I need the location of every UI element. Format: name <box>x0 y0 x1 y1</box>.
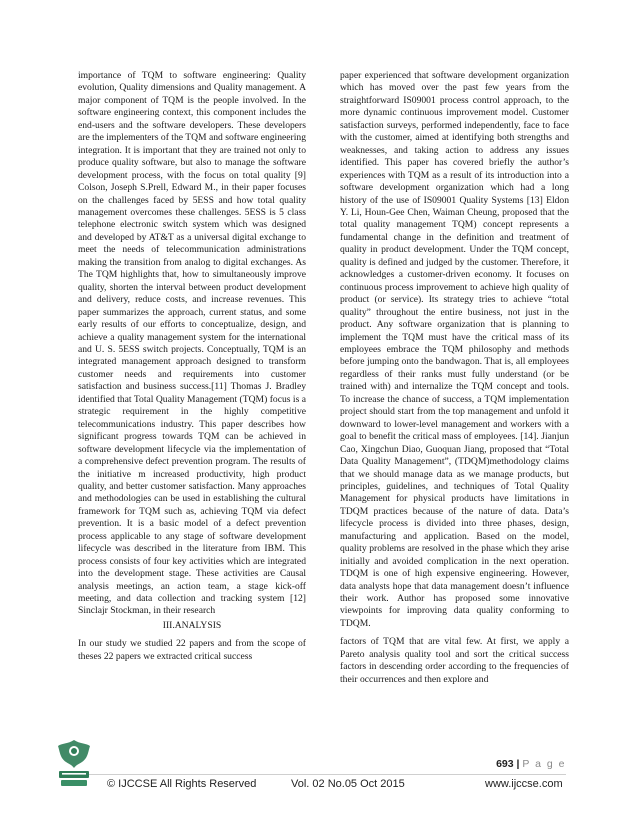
footer-website[interactable]: www.ijccse.com <box>485 778 563 790</box>
footer-divider <box>80 774 566 775</box>
page-number: 693 <box>496 758 514 770</box>
right-paragraph-1: paper experienced that software development organization which has moved over the past few years from the straightforward IS09001 process control approach, to the more dynamic continuous improvement model. Customer satisfaction surveys, performed independently, face to face with the customer, aimed at identifying both strengths and weaknesses, and taking action to address any issues identified. This paper has covered briefly the author’s experiences with TQM as a result of its introduction into a software development organization which had a long history of the use of IS09001 Quality Systems [13] Eldon Y. Li, Houn-Gee Chen, Waiman Cheung, proposed that the total quality management TQM) concept represents a fundamental change in the definition and treatment of quality in product development. Under the TQM concept, quality is defined and judged by the customer. Therefore, it acknowledges a customer-driven economy. It focuses on continuous process improvement to achieve high quality of product (or service). Its strategy tries to achieve “total quality” throughout the entire business, not just in the product. Any software organization that is planning to implement the TQM must have the critical mass of its employees embrace the TQM philosophy and methods before jumping onto the bandwagon. That is, all employees regardless of their ranks must fully understand (or be trained with) and internalize the TQM concept and tools. To increase the chance of success, a TQM implementation project should start from the top management and unfold it downward to lower-level management and workers with a goal to benefit the critical mass of employees. [14]. Jianjun Cao, Xingchun Diao, Guoquan Jiang, proposed that “Total Data Quality Management”, (TDQM)methodology claims that we should manage data as we manage products, but principles, guidelines, and techniques of Total Quality Management for physical products have limitations in TDQM practices because of the nature of data. Data’s lifecycle process is divided into three phases, design, manufacturing and application. Based on the model, quality problems are resolved in the phase which they arise initially and avoided complication in the next operation. TDQM is one of high expensive engineering. However, data analysts hope that data management doesn’t influence their work. Author has proposed some innovative viewpoints for improving data quality conforming to TDQM. <box>340 70 569 629</box>
footer-copyright: © IJCCSE All Rights Reserved <box>107 778 257 790</box>
left-paragraph-2: In our study we studied 22 papers and from the scope of theses 22 papers we extracted critical success <box>78 638 306 662</box>
journal-emblem-icon <box>52 738 96 790</box>
section-heading-analysis: III.ANALYSIS <box>162 619 222 631</box>
left-paragraph-1: importance of TQM to software engineering: Quality evolution, Quality dimensions and Quality management. A major component of TQM is the people involved. In the software engineering context, this component includes the end-users and the software developers. These developers are the implementers of the TQM and software engineering integration. It is important that they are trained not only to produce quality software, but also to manage the software development process, with the focus on total quality [9] Colson, Joseph S.Prell, Edward M., in their paper focuses on the challenges faced by 5ESS and how total quality management overcomes these challenges. 5ESS is 5 class telephone electronic switch system which was designed and developed by AT&T as a universal digital exchange to meet the needs of telecommunication administrations making the transition from analog to digital exchanges. As The TQM highlights that, how to simultaneously improve quality, shorten the interval between product development and delivery, reduce costs, and increase revenues. This paper summarizes the approach, current status, and some early results of our efforts to conceptualize, design, and achieve a quality management system for the international and U. S. 5ESS switch projects. Conceptually, TQM is an integrated management approach designed to transform customer needs and requirements into customer satisfaction and business success.[11] Thomas J. Bradley identified that Total Quality Management (TQM) focus is a strategic requirement in the highly competitive telecommunications industry. This paper describes how significant progress towards TQM can be achieved in software development lifecycle via the implementation of a comprehensive defect prevention program. The results of the initiative m increased productivity, high product quality, and better customer satisfaction. Many approaches and methodologies can be used in establishing the cultural framework for TQM such as, achieving TQM via defect prevention. It is a basic model of a defect prevention process applicable to any stage of software development lifecycle was described in the literature from IBM. This process consists of four key activities which are integrated into the development stage. These activities are Causal analysis meetings, an action team, a stage kick-off meeting, and data collection and tracking system [12] Sinclajr Stockman, in their research <box>78 70 306 617</box>
right-paragraph-2: factors of TQM that are vital few. At first, we apply a Pareto analysis quality tool and sort the critical success factors in descending order according to the frequencies of their occurrences and then explore and <box>340 636 569 685</box>
footer-volume: Vol. 02 No.05 Oct 2015 <box>291 778 405 790</box>
right-column <box>340 70 569 686</box>
page-separator: | <box>516 758 520 770</box>
page-word: P a g e <box>522 758 566 770</box>
left-column <box>78 70 306 663</box>
page-number-label <box>496 758 566 770</box>
